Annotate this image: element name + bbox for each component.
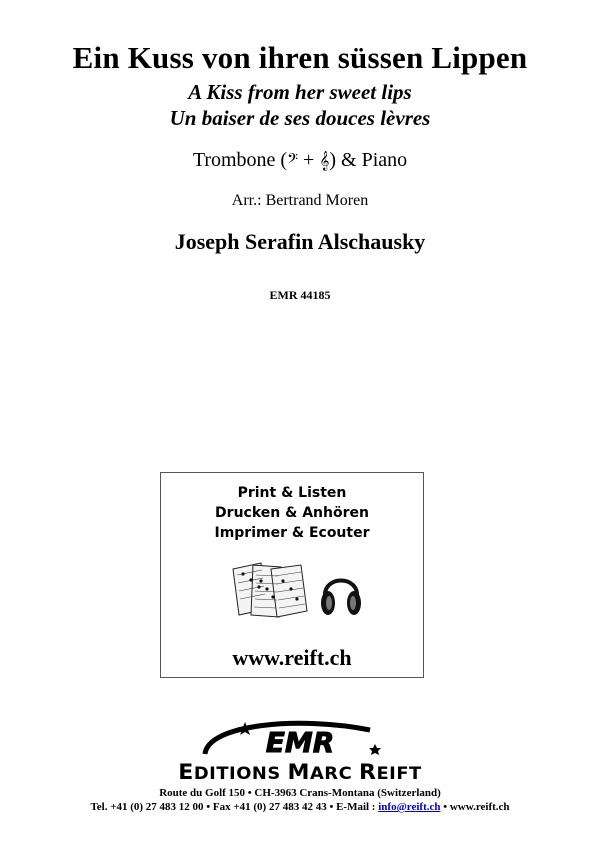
- print-listen-box: [160, 472, 424, 678]
- subtitle-french: Un baiser de ses douces lèvres: [169, 106, 431, 130]
- contact-phone-fax: Tel. +41 (0) 27 483 12 00 • Fax +41 (0) 27 483 42 43 • E-Mail :: [90, 801, 379, 813]
- instrumentation-plus: +: [298, 149, 320, 171]
- publisher-initial-1: E: [178, 760, 194, 784]
- composer: Joseph Serafin Alschausky: [174, 229, 426, 254]
- email-link[interactable]: info@reift.ch: [378, 801, 441, 813]
- promo-website-link[interactable]: www.reift.ch: [232, 645, 352, 670]
- publisher-initial-2: M: [287, 760, 310, 784]
- sheet-music-icon: [231, 559, 311, 623]
- publisher-part-1: DITIONS: [193, 764, 288, 784]
- instrumentation-after: ) & Piano: [329, 149, 408, 171]
- publisher-contact: [0, 801, 600, 813]
- promo-line-french: Imprimer & Ecouter: [214, 525, 370, 541]
- logo-mark: EMR: [265, 726, 335, 759]
- publisher-part-3: EIFT: [376, 764, 422, 784]
- emr-logo: [150, 716, 450, 762]
- promo-line-german: Drucken & Anhören: [215, 505, 369, 521]
- score-title: Ein Kuss von ihren süssen Lippen: [72, 40, 528, 75]
- contact-website: • www.reift.ch: [440, 801, 510, 813]
- instrumentation-before: Trombone (: [192, 149, 288, 171]
- subtitle-english: A Kiss from her sweet lips: [188, 80, 412, 104]
- headphones-icon: [319, 563, 363, 621]
- publisher-address: Route du Golf 150 • CH-3963 Crans-Montana (Switzerland): [159, 787, 441, 799]
- publisher-initial-3: R: [358, 760, 377, 784]
- arranger: Arr.: Bertrand Moren: [231, 192, 369, 209]
- instrumentation: [0, 149, 600, 172]
- treble-clef-icon: 𝄞: [319, 151, 330, 171]
- publisher-part-2: ARC: [309, 764, 359, 784]
- catalog-number: EMR 44185: [269, 288, 331, 302]
- bass-clef-icon: 𝄢: [287, 151, 299, 171]
- promo-line-english: Print & Listen: [237, 485, 347, 501]
- publisher-name: [0, 760, 600, 784]
